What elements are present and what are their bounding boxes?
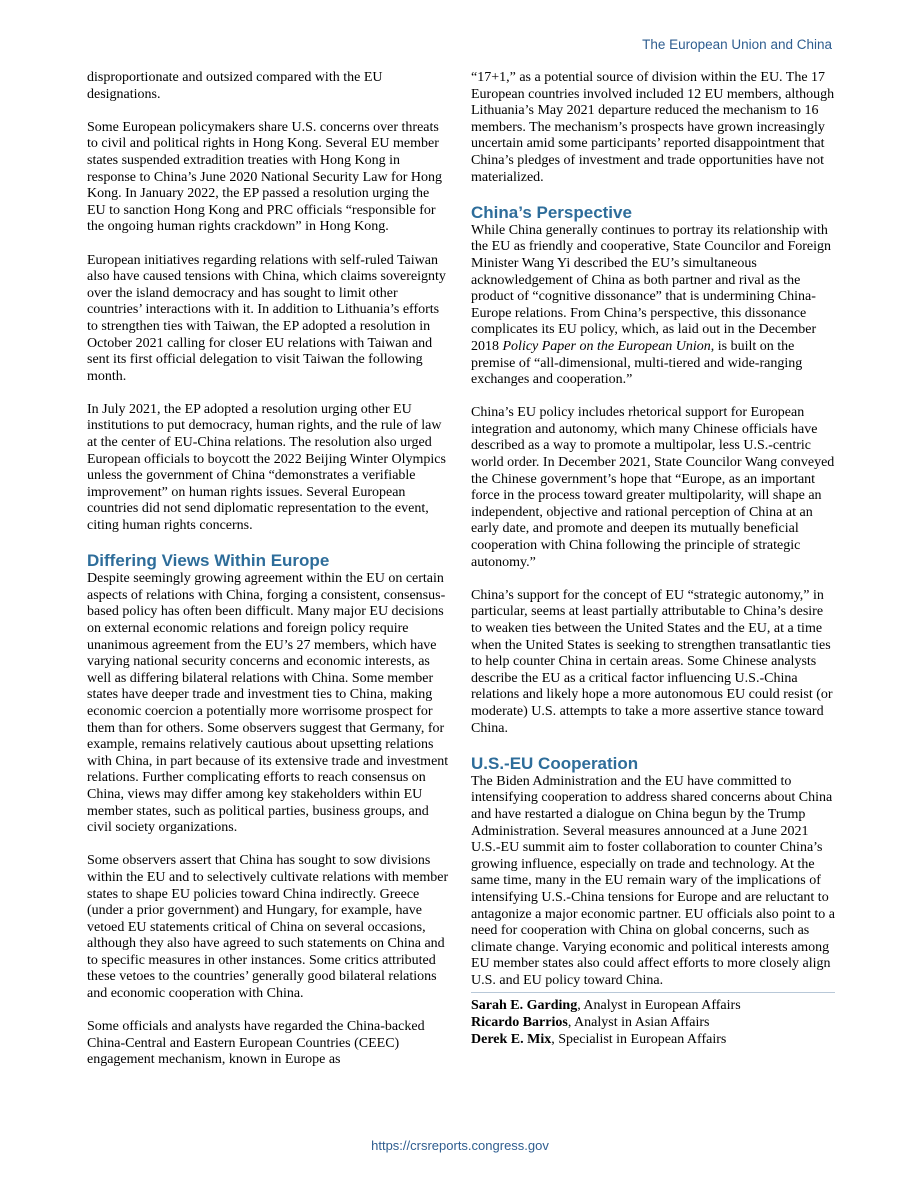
paragraph-text: , is built on the premise of “all-dimensional, multi-tiered and wide-ranging exchanges and cooperation.”	[471, 338, 803, 388]
paragraph: Some European policymakers share U.S. concerns over threats to civil and political rights in Hong Kong. Several EU member states suspended extradition treaties with Hong Kong in response to China’s June 2020 National Security Law for Hong Kong. In January 2022, the EP passed a resolution urging the EU to sanction Hong Kong and PRC officials “responsible for the ongoing human rights crackdown” in Hong Kong.	[87, 119, 442, 235]
author-title: , Specialist in European Affairs	[551, 1031, 727, 1047]
paragraph: The Biden Administration and the EU have committed to intensifying cooperation to address shared concerns about China and have restarted a dialogue on China begun by the Trump Administration. Several measures announced at a June 2021 U.S.-EU summit aim to foster collaboration to counter China’s growing influence, especially on trade and technology. At the same time, many in the EU remain wary of the implications of intensifying U.S.-China tensions for Europe and are reluctant to antagonize a major economic partner. EU officials also point to a need for cooperation with China on global concerns, such as climate change. Varying economic and political interests among EU member states also could affect efforts to more closely align U.S. and EU policy toward China.	[471, 773, 836, 988]
author-name: Sarah E. Garding	[471, 998, 578, 1014]
author-title: , Analyst in Asian Affairs	[567, 1015, 710, 1031]
paragraph: “17+1,” as a potential source of division within the EU. The 17 European countries involved included 12 EU members, although Lithuania’s May 2021 departure reduced the mechanism to 16 members. The mechanism’s prospects have grown increasingly uncertain amid some participants’ reported disappointment that China’s pledges of investment and trade opportunities have not materialized.	[471, 70, 835, 185]
paragraph: Some officials and analysts have regarded the China-backed China-Central and Eastern European Countries (CEEC) engagement mechanism, known in Europe as	[87, 1019, 425, 1068]
section-heading-differing-views: Differing Views Within Europe	[87, 551, 330, 571]
paragraph: Despite seemingly growing agreement within the EU on certain aspects of relations with China, forging a consistent, consensus-based policy has often been difficult. Many major EU decisions on external economic relations and foreign policy require unanimous agreement from the EU’s 27 members, which have varying national security concerns and economic interests, as well as differing bilateral relations with China. Some member states have deeper trade and investment ties to China, making economic coercion a potentially more worrisome prospect for them than for others. Some observers suggest that Germany, for example, remains relatively cautious about upsetting relations with China, in part because of its extensive trade and investment relations. Further complicating efforts to reach consensus on China, views may differ among key stakeholders within EU member states, such as political parties, business groups, and civil society organizations.	[87, 571, 449, 836]
author-name: Ricardo Barrios	[471, 1015, 568, 1031]
running-header: The European Union and China	[642, 37, 832, 52]
right-column	[471, 70, 835, 1048]
author-title: , Analyst in European Affairs	[577, 998, 741, 1014]
left-column	[87, 70, 449, 1086]
paragraph	[471, 223, 835, 389]
footer-url[interactable]: https://crsreports.congress.gov	[371, 1138, 549, 1153]
paragraph: China’s EU policy includes rhetorical support for European integration and autonomy, which many Chinese officials have described as a way to promote a multipolar, less U.S.-centric world order. In December 2021, State Councilor Wang conveyed the Chinese government’s hope that “Europe, as an important force in the process toward greater multipolarity, will shape an independent, objective and rational perception of China at an early date, and promote and deepen its mutually beneficial cooperation with China following the principle of strategic autonomy.”	[471, 405, 835, 570]
paragraph: European initiatives regarding relations with self-ruled Taiwan also have caused tensions with China, which claims sovereignty over the island democracy and has sought to limit other countries’ interactions with it. In addition to Lithuania’s efforts to strengthen ties with Taiwan, the EP adopted a resolution in October 2021 calling for closer EU relations with Taiwan and sent its first official delegation to visit Taiwan the following month.	[87, 252, 446, 384]
section-heading-us-eu-cooperation: U.S.-EU Cooperation	[471, 753, 639, 773]
paragraph-text: While China generally continues to portray its relationship with the EU as friendly and cooperative, State Councilor and Foreign Minister Wang Yi described the EU’s simultaneous acknowledgement of China as both partner and rival as the product of “cognitive dissonance” that is undermining China-Europe relations. From China’s perspective, this dissonance complicates its EU policy, which, as laid out in the December 2018	[471, 222, 832, 354]
author-block	[471, 998, 835, 1048]
policy-paper-title: Policy Paper on the European Union	[502, 338, 711, 354]
section-heading-chinas-perspective: China’s Perspective	[471, 202, 632, 222]
paragraph: Some observers assert that China has sought to sow divisions within the EU and to selectively cultivate relations with member states to shape EU policies toward China indirectly. Greece (under a prior government) and Hungary, for example, have vetoed EU statements critical of China on several occasions, although they also have agreed to such statements on China and to specific measures in other instances. Some critics attributed these vetoes to the countries’ generally good bilateral relations and economic cooperation with China.	[87, 853, 449, 1002]
author-line	[471, 998, 835, 1015]
paragraph: disproportionate and outsized compared with the EU designations.	[87, 70, 383, 102]
author-divider	[471, 992, 835, 993]
paragraph: In July 2021, the EP adopted a resolution urging other EU institutions to put democracy, human rights, and the rule of law at the center of EU-China relations. The resolution also urged European officials to boycott the 2022 Beijing Winter Olympics unless the government of China “demonstrates a verifiable improvement” on human rights issues. Several European countries did not send diplomatic representation to the event, citing human rights concerns.	[87, 401, 446, 534]
paragraph: China’s support for the concept of EU “strategic autonomy,” in particular, seems at least partially attributable to China’s desire to weaken ties between the United States and the EU, at a time when the United States is seeking to strengthen transatlantic ties to help counter China in certain areas. Some Chinese analysts describe the EU as a critical factor influencing U.S.-China relations and likely hope a more autonomous EU could resist (or moderate) U.S. attempts to take a more assertive stance toward China.	[471, 587, 833, 736]
author-name: Derek E. Mix	[471, 1031, 552, 1047]
author-line	[471, 1032, 835, 1049]
author-line	[471, 1015, 835, 1032]
